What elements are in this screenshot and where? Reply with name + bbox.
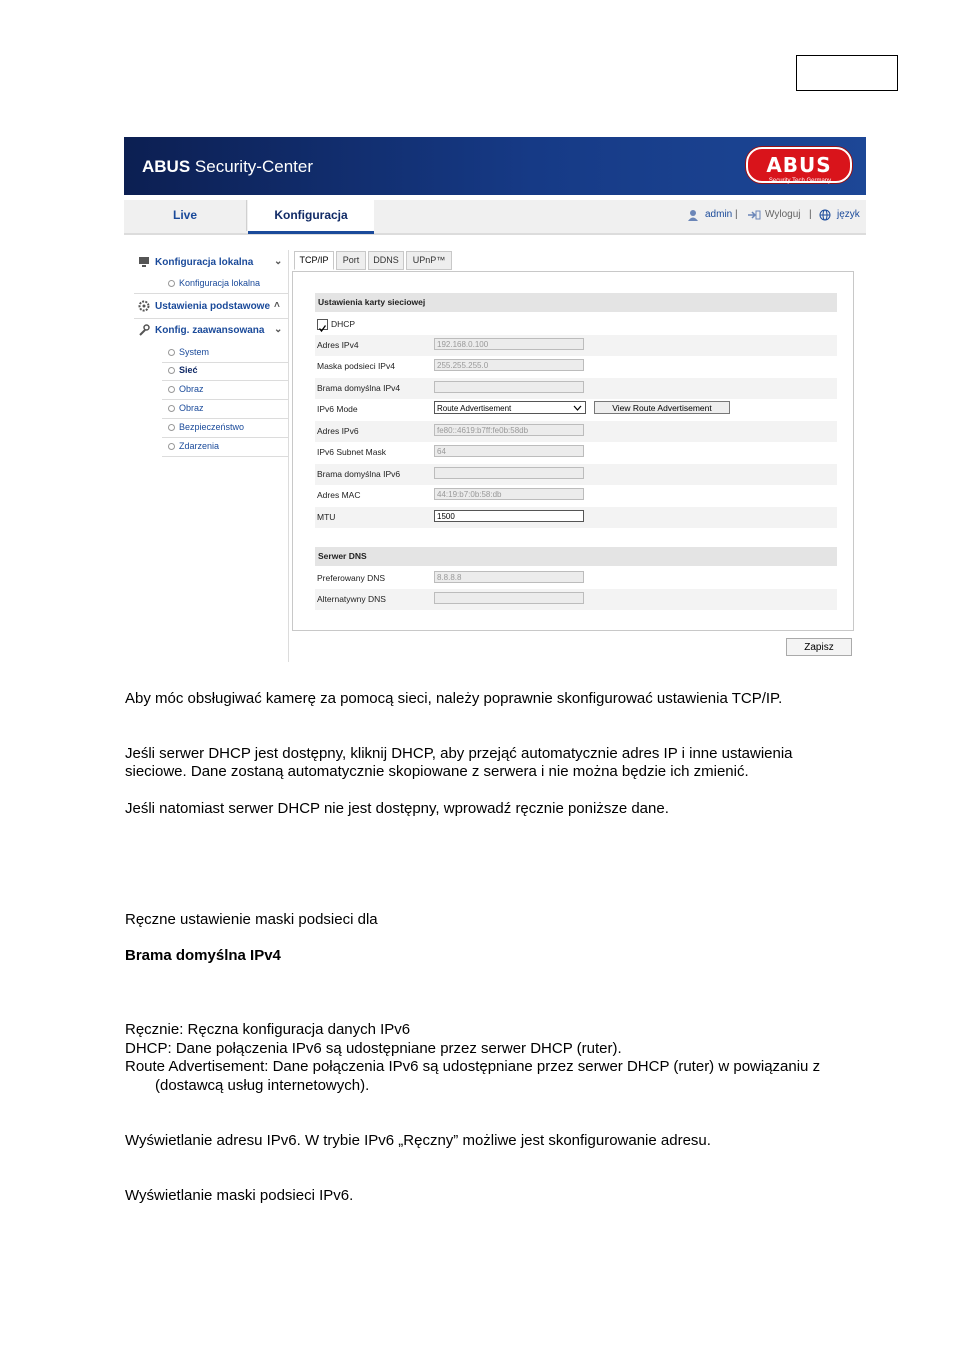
- bullet-icon: [168, 405, 175, 412]
- ipv4-gateway-field[interactable]: [434, 381, 584, 393]
- ipv4-gateway-row: [315, 378, 837, 399]
- bullet-icon: [168, 443, 175, 450]
- mtu-label: MTU: [317, 512, 336, 522]
- paragraph: Wyświetlanie adresu IPv6. W trybie IPv6 „Ręczny” możliwe jest skonfigurowanie adresu.: [125, 1132, 711, 1149]
- sidebar-item-image[interactable]: Obraz: [179, 384, 204, 394]
- header-banner: [124, 137, 866, 195]
- chevron-down-icon: [573, 405, 582, 411]
- paragraph: Jeśli serwer DHCP jest dostępny, kliknij DHCP, aby przejąć automatycznie adres IP i inne ustawienia: [125, 745, 793, 762]
- user-link[interactable]: admin: [705, 209, 733, 220]
- ipv6-mode-label: IPv6 Mode: [317, 404, 358, 414]
- sidebar-local-config[interactable]: Konfiguracja lokalna: [155, 257, 254, 268]
- subheading: Brama domyślna IPv4: [125, 947, 281, 964]
- paragraph: DHCP: Dane połączenia IPv6 są udostępniane przez serwer DHCP (ruter).: [125, 1040, 622, 1057]
- sidebar-item-image-2[interactable]: Obraz: [179, 403, 204, 413]
- dns-section-header: Serwer DNS: [315, 547, 837, 566]
- paragraph: Ręczne ustawienie maski podsieci dla: [125, 911, 378, 928]
- language-link[interactable]: język: [837, 209, 860, 220]
- sidebar-item-local-config[interactable]: Konfiguracja lokalna: [179, 278, 261, 288]
- ipv6-subnet-field[interactable]: 64: [434, 445, 584, 457]
- ipv6-subnet-label: IPv6 Subnet Mask: [317, 447, 386, 457]
- ipv6-gateway-field[interactable]: [434, 467, 584, 479]
- save-button[interactable]: Zapisz: [786, 638, 852, 656]
- paragraph: (dostawcą usług internetowych).: [155, 1077, 370, 1094]
- mac-address-label: Adres MAC: [317, 490, 361, 500]
- mtu-row: [315, 507, 837, 528]
- ipv6-gateway-label: Brama domyślna IPv6: [317, 469, 401, 479]
- logout-icon: [747, 210, 761, 220]
- paragraph: Aby móc obsługiwać kamerę za pomocą sieci, należy poprawnie skonfigurować ustawienia TCP/IP.: [125, 690, 783, 707]
- ipv4-gateway-label: Brama domyślna IPv4: [317, 383, 401, 393]
- nav-separator: |: [735, 209, 738, 220]
- tab-upnp[interactable]: UPnP™: [406, 251, 452, 270]
- sidebar-item-events[interactable]: Zdarzenia: [179, 441, 220, 451]
- chevron-up-icon: ˄: [274, 300, 280, 311]
- chevron-down-icon: ⌄: [274, 256, 283, 267]
- chevron-down-icon: ⌄: [274, 324, 283, 335]
- mac-address-row: [315, 485, 837, 506]
- sidebar-item-network[interactable]: Sieć: [179, 365, 198, 375]
- nav-separator: |: [809, 209, 812, 220]
- settings-panel: [292, 271, 854, 631]
- abus-logo: ABUS: [746, 147, 852, 183]
- web-interface-screenshot: [124, 137, 866, 662]
- view-route-advertisement-button[interactable]: View Route Advertisement: [594, 401, 730, 414]
- ipv6-mode-row: [315, 399, 837, 420]
- logo-subtitle: Security Tech Germany: [768, 178, 832, 184]
- user-icon: [687, 209, 699, 221]
- dhcp-checkbox[interactable]: [317, 319, 328, 330]
- nic-section-header: Ustawienia karty sieciowej: [315, 293, 837, 312]
- ipv4-mask-field[interactable]: 255.255.255.0: [434, 359, 584, 371]
- ipv6-subnet-row: [315, 442, 837, 463]
- ipv6-address-row: [315, 421, 837, 442]
- sidebar-basic-settings[interactable]: Ustawienia podstawowe: [155, 301, 271, 312]
- bullet-icon: [168, 424, 175, 431]
- nav-tab-config[interactable]: Konfiguracja: [248, 200, 374, 234]
- app-title: ABUS Security-Center: [142, 157, 313, 176]
- nav-tab-live[interactable]: Live: [124, 200, 247, 231]
- ipv4-mask-row: [315, 356, 837, 377]
- ipv4-mask-label: Maska podsieci IPv4: [317, 361, 395, 371]
- ipv4-address-field[interactable]: 192.168.0.100: [434, 338, 584, 350]
- dhcp-row: [315, 314, 837, 335]
- logout-link[interactable]: Wyloguj: [765, 209, 801, 220]
- ipv6-gateway-row: [315, 464, 837, 485]
- check-icon: [318, 324, 327, 333]
- tab-port[interactable]: Port: [336, 251, 366, 270]
- bullet-icon: [168, 386, 175, 393]
- paragraph: Jeśli natomiast serwer DHCP nie jest dostępny, wprowadź ręcznie poniższe dane.: [125, 800, 669, 817]
- tab-ddns[interactable]: DDNS: [368, 251, 404, 270]
- sidebar-advanced-config[interactable]: Konfig. zaawansowana: [155, 325, 265, 336]
- preferred-dns-row: [315, 568, 837, 589]
- sidebar-divider: [288, 250, 289, 662]
- alternate-dns-label: Alternatywny DNS: [317, 594, 386, 604]
- gear-icon: [138, 300, 150, 312]
- ipv4-address-row: [315, 335, 837, 356]
- paragraph: Ręcznie: Ręczna konfiguracja danych IPv6: [125, 1021, 411, 1038]
- ipv6-address-field[interactable]: fe80::4619:b7ff:fe0b:58db: [434, 424, 584, 436]
- sidebar-item-system[interactable]: System: [179, 347, 210, 357]
- wrench-icon: [138, 324, 150, 336]
- bullet-icon: [168, 367, 175, 374]
- paragraph: Route Advertisement: Dane połączenia IPv6 są udostępniane przez serwer DHCP (ruter) w powiązaniu z: [125, 1058, 821, 1075]
- alternate-dns-field[interactable]: [434, 592, 584, 604]
- mac-address-field[interactable]: 44:19:b7:0b:58:db: [434, 488, 584, 500]
- preferred-dns-label: Preferowany DNS: [317, 573, 386, 583]
- monitor-icon: [138, 256, 150, 268]
- ipv6-address-label: Adres IPv6: [317, 426, 359, 436]
- alternate-dns-row: [315, 589, 837, 610]
- bullet-icon: [168, 280, 175, 287]
- ipv4-address-label: Adres IPv4: [317, 340, 359, 350]
- tab-tcpip[interactable]: TCP/IP: [294, 251, 334, 270]
- ipv6-mode-select[interactable]: Route Advertisement: [434, 401, 586, 414]
- dhcp-label: DHCP: [331, 319, 356, 329]
- main-nav: [124, 200, 866, 235]
- globe-icon: [819, 209, 831, 221]
- sidebar-item-security[interactable]: Bezpieczeństwo: [179, 422, 245, 432]
- page-number-box: [796, 55, 898, 91]
- preferred-dns-field[interactable]: 8.8.8.8: [434, 571, 584, 583]
- paragraph: sieciowe. Dane zostaną automatycznie skopiowane z serwera i nie można będzie ich zmienić.: [125, 763, 749, 780]
- bullet-icon: [168, 349, 175, 356]
- mtu-field[interactable]: 1500: [434, 510, 584, 522]
- paragraph: Wyświetlanie maski podsieci IPv6.: [125, 1187, 354, 1204]
